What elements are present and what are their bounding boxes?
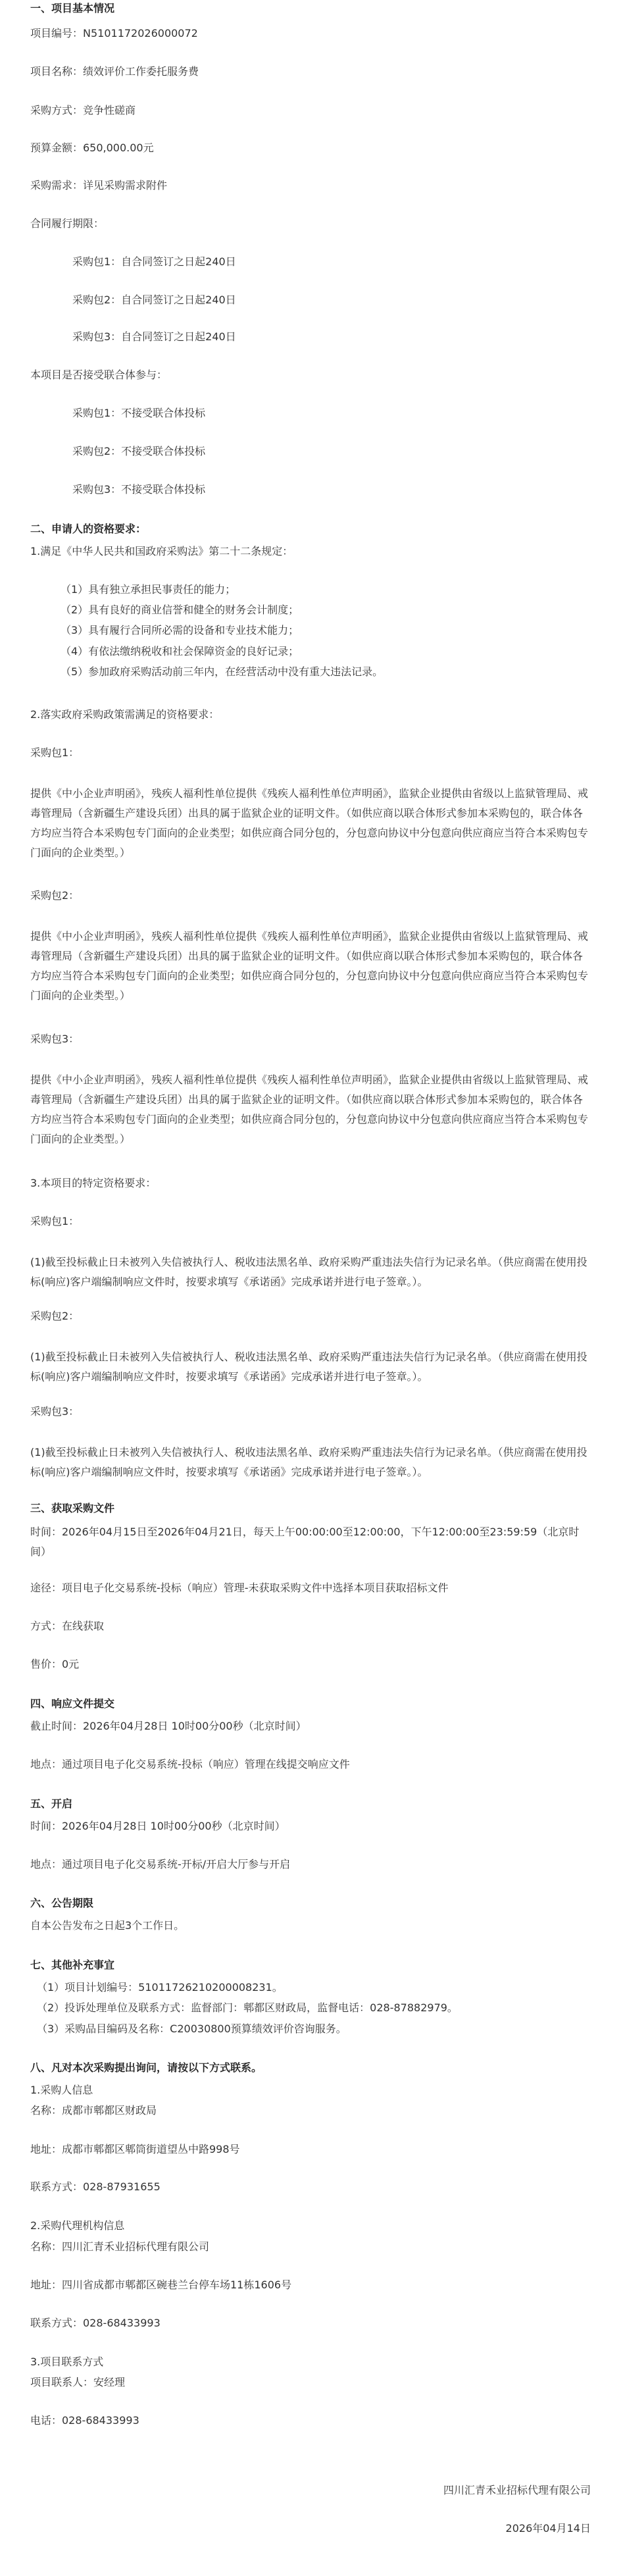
agency-phone: 联系方式：028-68433993: [30, 2317, 161, 2329]
req3-package-3-label: 采购包3：: [30, 1405, 80, 1418]
req3-package-2-label: 采购包2：: [30, 1310, 80, 1322]
contract-period-package-3: 采购包3：自合同签订之日起240日: [72, 330, 236, 343]
signature-date: 2026年04月14日: [505, 2522, 591, 2535]
notice-period-text: 自本公告发布之日起3个工作日。: [30, 1919, 185, 1932]
purchaser-name: 名称：成都市郫都区财政局: [30, 2104, 157, 2117]
section-title-notice-period: 六、公告期限: [30, 1897, 94, 1909]
section-title-submission: 四、响应文件提交: [30, 1697, 115, 1710]
req3-package-3-text: (1)截至投标截止日未被列入失信被执行人、税收违法黑名单、政府采购严重违法失信行为记录名单。（供应商需在使用投标(响应)客户端编制响应文件时，按要求填写《承诺函》完成承诺并进行电子签章。）。: [30, 1446, 587, 1478]
consortium-package-3: 采购包3：不接受联合体投标: [72, 483, 206, 496]
project-name: 项目名称：绩效评价工作委托服务费: [30, 65, 199, 78]
contract-period-package-1: 采购包1：自合同签订之日起240日: [72, 255, 236, 268]
opening-place: 地点：通过项目电子化交易系统-开标/开启大厅参与开启: [30, 1858, 291, 1870]
project-contact-title: 3.项目联系方式: [30, 2356, 104, 2368]
obtain-way: 方式：在线获取: [30, 1620, 105, 1632]
procurement-requirement: 采购需求：详见采购需求附件: [30, 179, 168, 192]
submission-deadline: 截止时间：2026年04月28日 10时00分00秒（北京时间）: [30, 1720, 307, 1732]
agency-name: 名称：四川汇青禾业招标代理有限公司: [30, 2240, 210, 2253]
section-title-opening: 五、开启: [30, 1797, 73, 1810]
opening-time: 时间：2026年04月28日 10时00分00秒（北京时间）: [30, 1820, 286, 1832]
req1-title: 1.满足《中华人民共和国政府采购法》第二十二条规定：: [30, 545, 293, 557]
supplementary-item-3: （3）采购品目编码及名称：C20030800预算绩效评价咨询服务。: [37, 2022, 347, 2035]
req2-package-2-text: 提供《中小企业声明函》，残疾人福利性单位提供《残疾人福利性单位声明函》，监狱企业提供由省级以上监狱管理局、戒毒管理局（含新疆生产建设兵团）出具的属于监狱企业的证明文件。（如供应商以联合体形式参加本采购包的，联合体各方均应当符合本采购包专门面向的企业类型；如供应商合同分包的，分包意向协议中分包意向供应商应当符合本采购包专门面向的企业类型。）: [30, 930, 589, 1002]
req1-item-2: （2）具有良好的商业信誉和健全的财务会计制度；: [61, 604, 299, 616]
budget-amount: 预算金额：650,000.00元: [30, 142, 154, 154]
consortium-package-2: 采购包2：不接受联合体投标: [72, 445, 206, 457]
req2-package-1-text: 提供《中小企业声明函》，残疾人福利性单位提供《残疾人福利性单位声明函》，监狱企业提供由省级以上监狱管理局、戒毒管理局（含新疆生产建设兵团）出具的属于监狱企业的证明文件。（如供应商以联合体形式参加本采购包的，联合体各方均应当符合本采购包专门面向的企业类型；如供应商合同分包的，分包意向协议中分包意向供应商应当符合本采购包专门面向的企业类型。）: [30, 787, 589, 859]
req3-package-1-text: (1)截至投标截止日未被列入失信被执行人、税收违法黑名单、政府采购严重违法失信行为记录名单。（供应商需在使用投标(响应)客户端编制响应文件时，按要求填写《承诺函》完成承诺并进行电子签章。）。: [30, 1256, 587, 1288]
agency-info-title: 2.采购代理机构信息: [30, 2219, 125, 2232]
obtain-price: 售价：0元: [30, 1658, 80, 1670]
req2-title: 2.落实政府采购政策需满足的资格要求：: [30, 708, 220, 721]
project-contact-phone: 电话：028-68433993: [30, 2414, 139, 2427]
req1-item-3: （3）具有履行合同所必需的设备和专业技术能力；: [61, 624, 299, 636]
req1-item-1: （1）具有独立承担民事责任的能力；: [61, 583, 236, 596]
supplementary-item-2: （2）投诉处理单位及联系方式：监督部门：郫都区财政局，监督电话：028-87882979。: [37, 2001, 458, 2014]
req2-package-3-label: 采购包3：: [30, 1033, 80, 1045]
req3-title: 3.本项目的特定资格要求：: [30, 1177, 157, 1189]
contract-period-label: 合同履行期限：: [30, 217, 105, 230]
req3-package-1-label: 采购包1：: [30, 1215, 80, 1227]
section-title-obtain-documents: 三、获取采购文件: [30, 1502, 115, 1514]
contract-period-package-2: 采购包2：自合同签订之日起240日: [72, 294, 236, 306]
section-title-qualification: 二、申请人的资格要求：: [30, 523, 147, 535]
req2-package-1-label: 采购包1：: [30, 746, 80, 759]
req3-package-2-text: (1)截至投标截止日未被列入失信被执行人、税收违法黑名单、政府采购严重违法失信行为记录名单。（供应商需在使用投标(响应)客户端编制响应文件时，按要求填写《承诺函》完成承诺并进行电子签章。）。: [30, 1351, 587, 1383]
req2-package-3-text: 提供《中小企业声明函》，残疾人福利性单位提供《残疾人福利性单位声明函》，监狱企业提供由省级以上监狱管理局、戒毒管理局（含新疆生产建设兵团）出具的属于监狱企业的证明文件。（如供应商以联合体形式参加本采购包的，联合体各方均应当符合本采购包专门面向的企业类型；如供应商合同分包的，分包意向协议中分包意向供应商应当符合本采购包专门面向的企业类型。）: [30, 1073, 589, 1145]
consortium-label: 本项目是否接受联合体参与：: [30, 369, 168, 381]
purchaser-phone: 联系方式：028-87931655: [30, 2180, 161, 2193]
procurement-method: 采购方式：竞争性磋商: [30, 104, 136, 116]
purchaser-address: 地址：成都市郫都区郫筒街道望丛中路998号: [30, 2143, 240, 2155]
req1-item-5: （5）参加政府采购活动前三年内，在经营活动中没有重大违法记录。: [61, 665, 384, 678]
section-title-basic-info: 一、项目基本情况: [30, 2, 115, 14]
submission-place: 地点：通过项目电子化交易系统-投标（响应）管理在线提交响应文件: [30, 1758, 350, 1770]
obtain-channel: 途径：项目电子化交易系统-投标（响应）管理-未获取采购文件中选择本项目获取招标文件: [30, 1582, 449, 1594]
section-title-contact: 八、凡对本次采购提出询问，请按以下方式联系。: [30, 2061, 262, 2074]
signature-organization: 四川汇青禾业招标代理有限公司: [443, 2484, 591, 2496]
req2-package-2-label: 采购包2：: [30, 889, 80, 902]
project-number: 项目编号：N5101172026000072: [30, 27, 198, 39]
supplementary-item-1: （1）项目计划编号：510117262102000082​31。: [37, 1981, 283, 1994]
section-title-supplementary: 七、其他补充事宜: [30, 1959, 115, 1971]
obtain-time: 时间：2026年04月15日至2026年04月21日，每天上午00:00:00至12:00:00，下午12:00:00至23:59:59（北京时间）: [30, 1526, 580, 1558]
agency-address: 地址：四川省成都市郫都区碗巷兰台停车场11栋1606号: [30, 2279, 292, 2291]
project-contact-person: 项目联系人：安经理: [30, 2376, 126, 2388]
req1-item-4: （4）有依法缴纳税收和社会保障资金的良好记录；: [61, 645, 299, 657]
purchaser-info-title: 1.采购人信息: [30, 2084, 93, 2096]
consortium-package-1: 采购包1：不接受联合体投标: [72, 407, 206, 419]
